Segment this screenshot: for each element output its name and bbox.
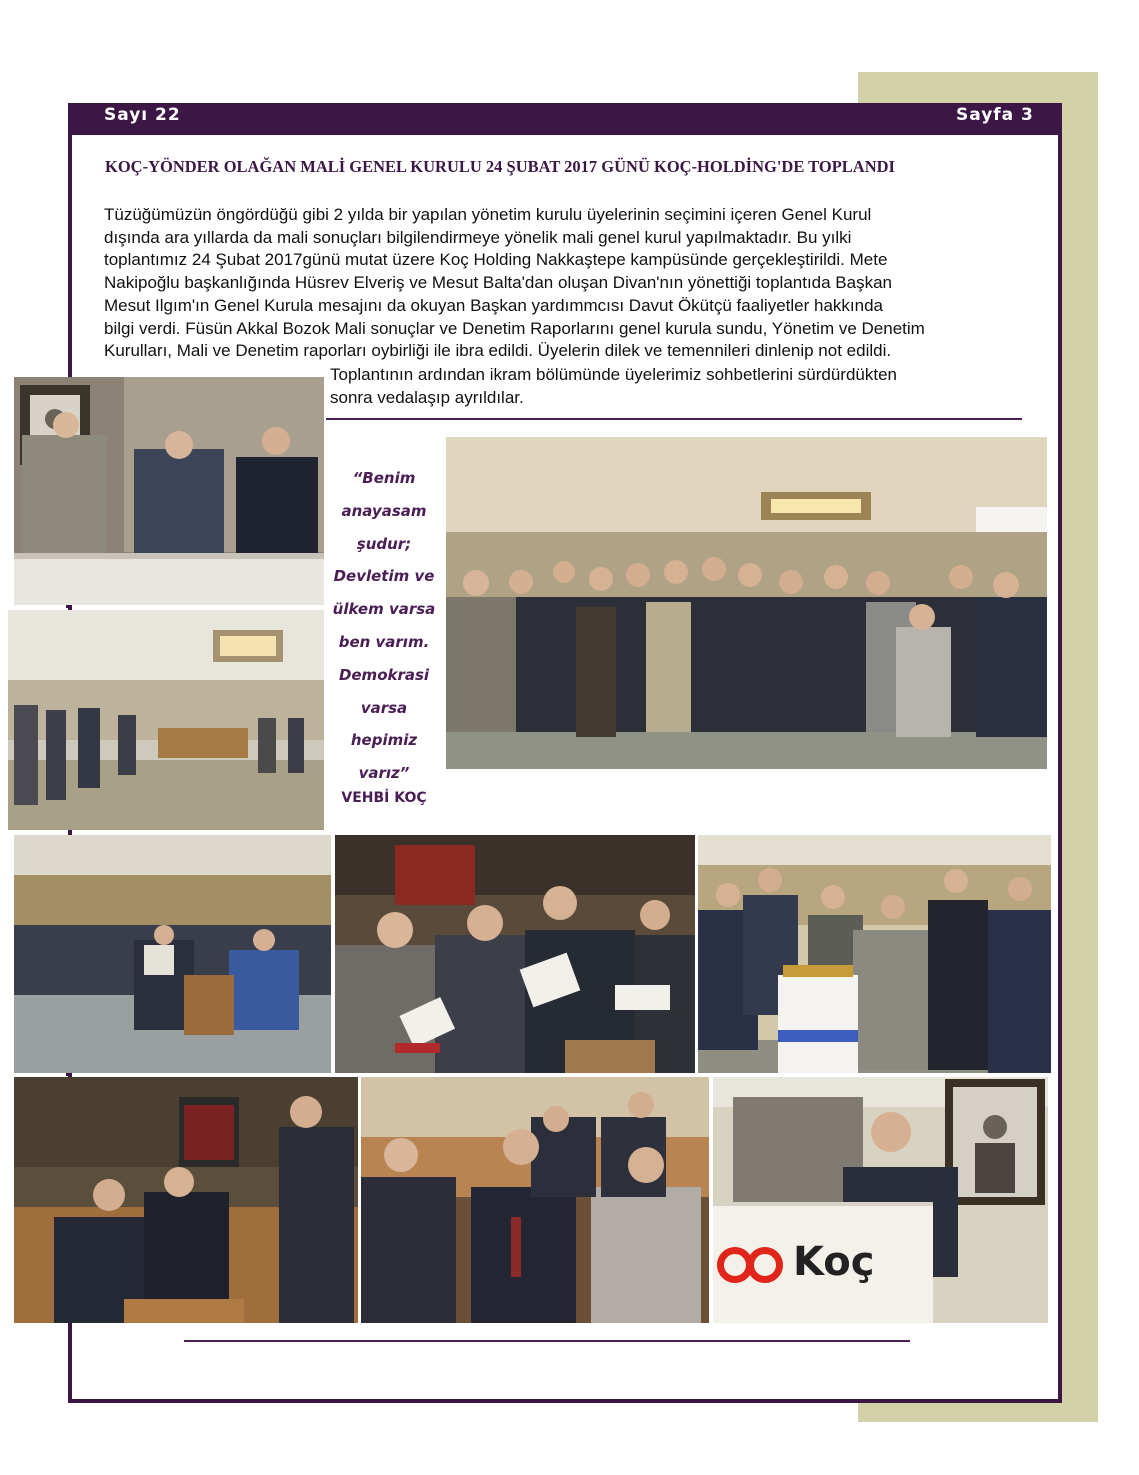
body-line: Nakipoğlu başkanlığında Hüsrev Elveriş ve Mesut Balta'dan oluşan Divan'nın yönettiği toplantıda Başkan	[104, 273, 893, 293]
photo-voting	[14, 835, 331, 1073]
photo-reading	[335, 835, 695, 1073]
quote-line: Demokrasi	[338, 665, 430, 684]
quote-line: ben varım.	[338, 632, 430, 651]
quote-line: anayasam	[341, 501, 427, 520]
body-line: Mesut Ilgım'ın Genel Kurula mesajını da okuyan Başkan yardımmcısı Davut Ökütçü faaliyetler hakkında	[104, 295, 883, 315]
podium-logo-text: Koç	[793, 1239, 875, 1285]
quote-line: “Benim	[352, 469, 416, 487]
header-bar	[68, 103, 1062, 135]
body-line: dışında ara yıllarda da mali sonuçları bilgilendirmeye yönelik mali genel kurul yapılmaktadır. Bu yılki	[104, 227, 852, 247]
photo-reception	[698, 835, 1051, 1073]
page-number: Sayfa 3	[956, 105, 1034, 125]
quote-line: varız”	[358, 764, 410, 783]
quote-line: hepimiz	[350, 731, 418, 750]
section-divider	[326, 418, 1022, 420]
koc-logo-icon	[747, 1247, 783, 1283]
bottom-divider	[184, 1340, 910, 1342]
body-line: Tüzüğümüzün öngördüğü gibi 2 yılda bir yapılan yönetim kurulu üyelerinin seçimini içeren Genel Kurul	[104, 205, 872, 224]
article-body-continuation	[330, 364, 897, 409]
quote-line: Devletim ve	[333, 567, 435, 586]
photo-head-table	[14, 377, 324, 605]
photo-hall-standing	[8, 610, 324, 830]
quote-line: varsa	[360, 698, 408, 717]
article-title: KOÇ-YÖNDER OLAĞAN MALİ GENEL KURULU 24 ŞUBAT 2017 GÜNÜ KOÇ-HOLDİNG'DE TOPLANDI	[105, 157, 895, 176]
photo-group	[446, 437, 1047, 769]
quote-line: ülkem varsa	[332, 600, 436, 619]
photo-seated-members	[361, 1077, 709, 1323]
photo-conversation	[14, 1077, 358, 1323]
issue-number: Sayı 22	[104, 105, 181, 125]
photo-speaker-podium	[713, 1077, 1048, 1323]
quote-author: VEHBİ KOÇ	[341, 790, 427, 806]
body-line: bilgi verdi. Füsün Akkal Bozok Mali sonuçlar ve Denetim Raporlarını genel kurula sundu, Yönetim ve Denetim	[104, 318, 925, 338]
article-body	[104, 204, 925, 363]
body-line: Toplantının ardından ikram bölümünde üyelerimiz sohbetlerini sürdürdükten	[330, 365, 897, 384]
body-line: Kurulları, Mali ve Denetim raporları oybirliği ile ibra edildi. Üyelerin dilek ve temennileri dinlenip not edildi.	[104, 341, 892, 361]
vehbi-koc-quote	[330, 462, 438, 790]
body-line: toplantımız 24 Şubat 2017günü mutat üzere Koç Holding Nakkaştepe kampüsünde gerçekleştirildi. Mete	[104, 250, 888, 270]
quote-line: şudur;	[356, 534, 412, 553]
body-line: sonra vedalaşıp ayrıldılar.	[330, 387, 524, 407]
